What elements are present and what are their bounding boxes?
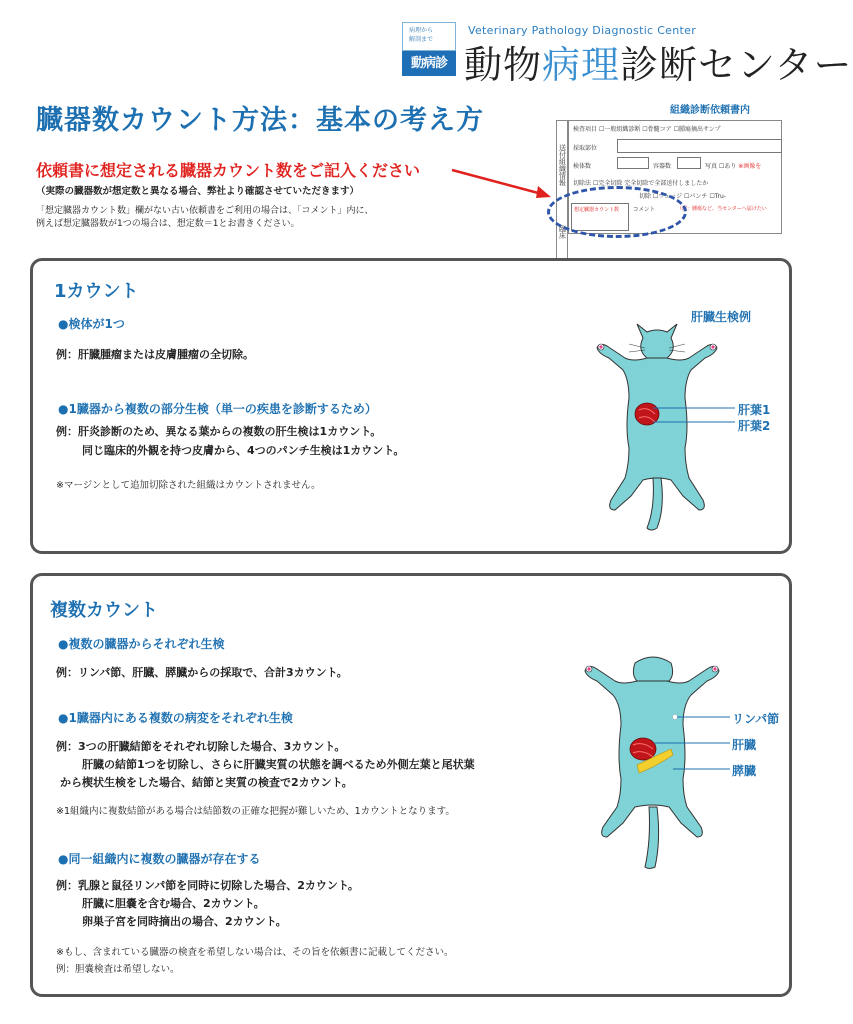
form-side-label <box>556 120 568 260</box>
center-name-part2: 病理 <box>542 43 621 87</box>
form-row3-photo <box>705 161 761 170</box>
section1-ex1: 例：肝臓腫瘤または皮膚腫瘤の全切除。 <box>56 348 254 361</box>
form-row3-label3: 写真 <box>705 163 718 170</box>
section1-ex2-line1: 例：肝炎診断のため、異なる葉からの複数の肝生検は1カウント。 <box>56 425 382 438</box>
checkbox-icon: ☐ <box>709 193 715 200</box>
form-side-text: 送付組織情報 <box>558 144 567 186</box>
form-row3-label1: 検体数 <box>573 163 592 170</box>
section2-note3-line2: 例：胆嚢検査は希望しない。 <box>56 964 180 975</box>
logo-top-line2: 解剖まで <box>409 36 434 43</box>
checkbox-icon: ☐ <box>652 193 659 200</box>
center-name-part3: 診断センター <box>620 43 853 87</box>
checkbox-icon: ☐ <box>592 180 599 187</box>
form-row4-label: 切除法 <box>573 180 592 187</box>
checkbox-icon: ☐ <box>598 126 605 133</box>
form-comment-red: （例：腫瘍など、当センターへ届けたい <box>677 206 767 212</box>
form-side-text2: 臨床 <box>558 225 567 239</box>
checkbox-icon: ☐ <box>642 126 648 133</box>
form-row5-opt3: Tru- <box>714 193 726 200</box>
red-arrow-icon <box>450 166 555 200</box>
form-row2-label: 採取部位 <box>573 145 598 152</box>
form-row1-opt3: 腫瘍摘出サンプ <box>678 126 721 133</box>
request-note-line1: 「想定臓器カウント数」欄がない古い依頼書をご利用の場合は、「コメント」内に、 <box>36 206 374 216</box>
section2-sub1: ●複数の臓器からそれぞれ生検 <box>58 637 225 651</box>
section2-ex2-line2: 肝臓の結節1つを切除し、さらに肝臓実質の状態を調べるため外側左葉と尾状葉 <box>82 758 475 771</box>
request-subline: （実際の臓器数が想定数と異なる場合、弊社より確認させていただきます） <box>36 186 360 197</box>
section2-ex3-line3: 卵巣子宮を同時摘出の場合、2カウント。 <box>82 915 287 928</box>
form-row1-opt1: 一般組織診断 <box>604 126 641 133</box>
section2-note2: ※1組織内に複数結節がある場合は結節数の正確な把握が難しいため、1カウントとなります。 <box>56 806 455 817</box>
form-field-site <box>617 139 782 153</box>
figure2-label2: 肝臓 <box>732 738 757 752</box>
form-row1 <box>573 124 721 133</box>
center-name-jp <box>464 34 853 89</box>
checkbox-icon: ☐ <box>718 163 725 170</box>
form-row4-opt1: 完全切除 <box>598 180 623 187</box>
section1-title: 1カウント <box>54 281 139 302</box>
form-row3-red: ※画像を <box>738 163 762 170</box>
section2-sub3: ●同一組織内に複数の臓器が存在する <box>58 852 261 866</box>
figure2-label3: 膵臓 <box>732 764 757 778</box>
highlight-ellipse <box>547 186 690 238</box>
checkbox-icon: ☐ <box>684 193 690 200</box>
section1-sub1: ●検体が1つ <box>58 317 125 331</box>
form-row1-opt2: 骨髄コア <box>647 126 672 133</box>
logo <box>402 22 456 76</box>
form-title: 組織診断依頼書内 <box>670 105 750 116</box>
center-name-part1: 動物 <box>464 43 543 87</box>
liver-icon <box>630 738 656 760</box>
logo-top <box>402 22 456 51</box>
request-note-line2: 例えば想定臓器数が1つの場合は、想定数＝1とお書きください。 <box>36 219 300 229</box>
logo-top-line1: 病理から <box>409 27 434 34</box>
section2-ex2-line1: 例：3つの肝臓結節をそれぞれ切除した場合、3カウント。 <box>56 740 346 753</box>
form-row3-label4: あり <box>724 163 737 170</box>
form-field-count <box>617 157 649 169</box>
section2-ex1: 例：リンパ節、肝臓、膵臓からの採取で、合計3カウント。 <box>56 666 348 679</box>
section2-ex3-line1: 例：乳腺と鼠径リンパ節を同時に切除した場合、2カウント。 <box>56 879 359 892</box>
section1-note: ※マージンとして追加切除された組織はカウントされません。 <box>56 480 321 491</box>
section2-ex2-line3: から楔状生検をした場合、結節と実質の検査で2カウント。 <box>60 776 353 789</box>
form-row4 <box>573 178 708 187</box>
form-field-containers <box>677 157 701 169</box>
cat-figure-1 <box>585 318 735 533</box>
section1-sub2: ●1臓器から複数の部分生検（単一の疾患を診断するため） <box>58 402 377 416</box>
request-headline: 依頼書に想定される臓器カウント数をご記入ください <box>36 161 421 180</box>
form-row5-opt2: パンチ <box>689 193 708 200</box>
cat-figure-2 <box>575 645 730 870</box>
center-name-en: Veterinary Pathology Diagnostic Center <box>468 24 697 37</box>
section2-sub2: ●1臓器内にある複数の病変をそれぞれ生検 <box>58 711 293 725</box>
lymph-node-icon <box>673 715 678 720</box>
page-title: 臓器数カウント方法：基本の考え方 <box>36 105 484 136</box>
form-row5-opt0: 切除 <box>639 193 652 200</box>
section2-ex3-line2: 肝臓に胆嚢を含む場合、2カウント。 <box>82 897 265 910</box>
section2-title: 複数カウント <box>50 600 158 621</box>
form-row4-opt2: 完全切除で全部送付しましたか <box>624 180 709 187</box>
logo-bottom: 動病診 <box>402 51 456 76</box>
form-row5-opt1: ウェッジ <box>658 193 683 200</box>
form-count-label: 想定臓器カウント数 <box>574 207 620 213</box>
section1-ex2-line2: 同じ臨床的外観を持つ皮膚から、4つのパンチ生検は1カウント。 <box>82 444 405 457</box>
form-row3-label2: 容器数 <box>653 163 672 170</box>
form-comment-label: コメント <box>633 207 656 213</box>
checkbox-icon: ☐ <box>673 126 679 133</box>
figure2-label1: リンパ節 <box>732 712 780 726</box>
figure1-title: 肝臓生検例 <box>691 310 752 324</box>
figure1-label2: 肝葉2 <box>738 419 771 433</box>
figure1-label1: 肝葉1 <box>738 403 771 417</box>
section2-note3-line1: ※もし、含まれている臓器の検査を希望しない場合は、その旨を依頼書に記載してください。 <box>56 947 454 958</box>
form-row1-label: 検査項目 <box>573 126 598 133</box>
